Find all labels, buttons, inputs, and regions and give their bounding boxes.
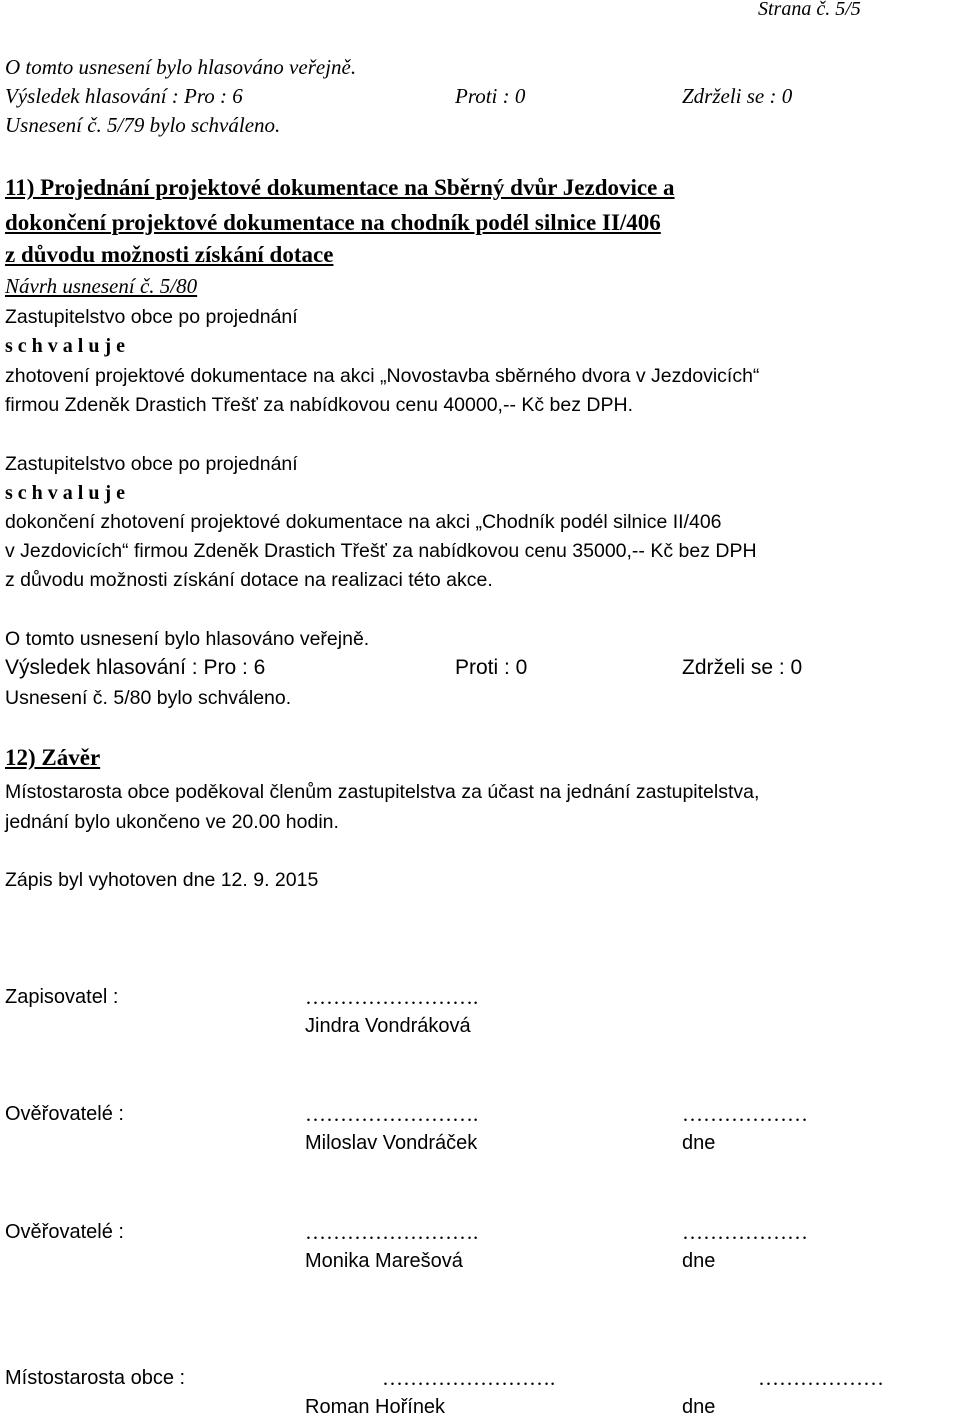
block1-intro: Zastupitelstvo obce po projednání	[5, 306, 298, 328]
block1-text-line-1: zhotovení projektové dokumentace na akci „Novostavba sběrného dvora v Jezdovicích“	[5, 365, 760, 387]
section12-heading: 12) Závěr	[5, 745, 101, 770]
section11-heading-line-1: 11) Projednání projektové dokumentace na Sběrný dvůr Jezdovice a	[5, 175, 675, 200]
vote-public-note: O tomto usnesení bylo hlasováno veřejně.	[5, 55, 357, 79]
signature-dots-verifier-1: …………………….	[305, 1102, 479, 1126]
section12-text-line-1: Místostarosta obce poděkoval členům zastupitelstva za účast na jednání zastupitelstva,	[5, 781, 760, 803]
section11-heading-line-3: z důvodu možnosti získání dotace	[5, 242, 334, 267]
section11-heading-line-2: dokončení projektové dokumentace na chodník podél silnice II/406	[5, 210, 661, 235]
section12-text-line-2: jednání bylo ukončeno ve 20.00 hodin.	[5, 811, 339, 833]
signature-dots-recorder: …………………….	[305, 985, 479, 1009]
created-date: Zápis byl vyhotoven dne 12. 9. 2015	[5, 869, 319, 891]
vote-result: Výsledek hlasování : Pro : 6	[5, 84, 243, 108]
section11-vote-public-note: O tomto usnesení bylo hlasováno veřejně.	[5, 628, 370, 650]
signature-role-deputy-mayor: Místostarosta obce :	[5, 1367, 186, 1389]
signature-date-label-verifier-2: dne	[682, 1250, 716, 1272]
signature-name-deputy-mayor: Roman Hořínek	[305, 1396, 446, 1418]
block1-verb: s c h v a l u j e	[5, 335, 125, 357]
signature-role-verifier-2: Ověřovatelé :	[5, 1221, 124, 1243]
block2-text-line-1: dokončení zhotovení projektové dokumentace na akci „Chodník podél silnice II/406	[5, 511, 722, 533]
signature-dots-verifier-2: …………………….	[305, 1220, 479, 1244]
signature-name-verifier-2: Monika Marešová	[305, 1250, 463, 1272]
block1-text-line-2: firmou Zdeněk Drastich Třešť za nabídkovou cenu 40000,-- Kč bez DPH.	[5, 394, 633, 416]
signature-name-verifier-1: Miloslav Vondráček	[305, 1132, 478, 1154]
vote-resolution: Usnesení č. 5/79 bylo schváleno.	[5, 113, 281, 137]
page-number: Strana č. 5/5	[758, 0, 861, 20]
signature-date-dots-deputy-mayor: ………………	[758, 1366, 884, 1390]
block2-verb: s c h v a l u j e	[5, 482, 125, 504]
block2-intro: Zastupitelstvo obce po projednání	[5, 453, 298, 475]
vote-against: Proti : 0	[455, 84, 526, 108]
section11-vote-resolution: Usnesení č. 5/80 bylo schváleno.	[5, 687, 292, 709]
proposal-label: Návrh usnesení č. 5/80	[5, 274, 198, 298]
section11-vote-abstained: Zdrželi se : 0	[682, 656, 803, 679]
signature-date-label-deputy-mayor: dne	[682, 1396, 716, 1418]
signature-date-dots-verifier-2: ………………	[682, 1220, 808, 1244]
signature-name-recorder: Jindra Vondráková	[305, 1015, 471, 1037]
signature-date-label-verifier-1: dne	[682, 1132, 716, 1154]
vote-abstained: Zdrželi se : 0	[682, 84, 793, 108]
signature-role-verifier-1: Ověřovatelé :	[5, 1103, 124, 1125]
block2-text-line-3: z důvodu možnosti získání dotace na realizaci této akce.	[5, 569, 493, 591]
signature-role-recorder: Zapisovatel :	[5, 986, 119, 1008]
block2-text-line-2: v Jezdovicích“ firmou Zdeněk Drastich Třešť za nabídkovou cenu 35000,-- Kč bez DPH	[5, 540, 757, 562]
signature-dots-deputy-mayor: …………………….	[382, 1366, 556, 1390]
signature-date-dots-verifier-1: ………………	[682, 1102, 808, 1126]
section11-vote-against: Proti : 0	[455, 656, 528, 679]
section11-vote-result: Výsledek hlasování : Pro : 6	[5, 656, 266, 679]
